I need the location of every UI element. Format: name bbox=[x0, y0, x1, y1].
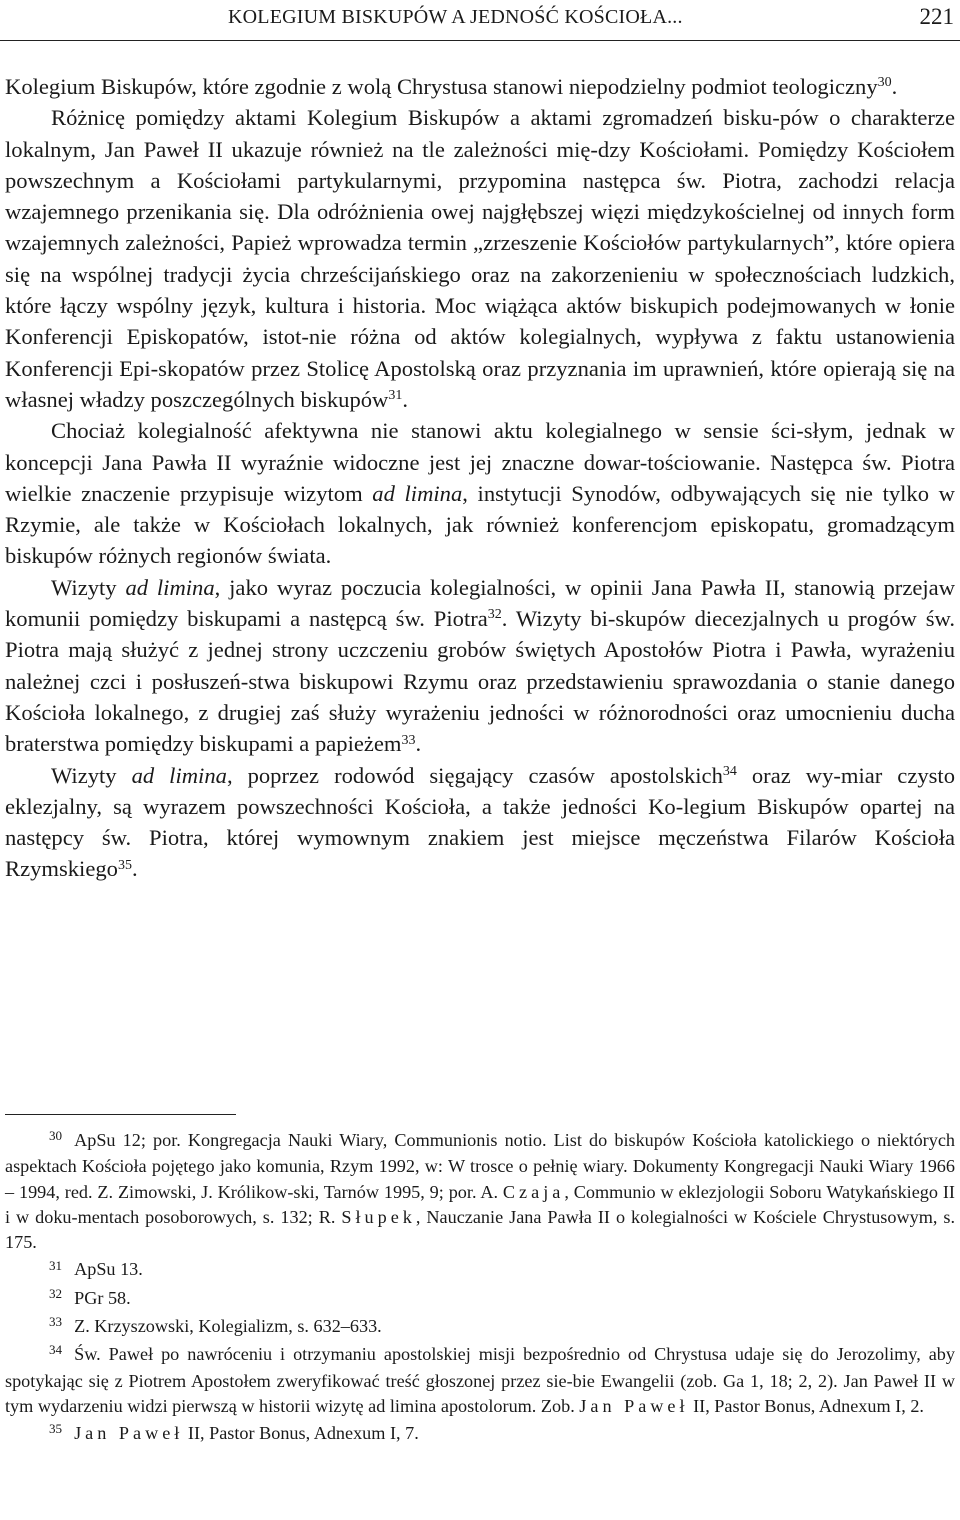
footnote-number: 32 bbox=[49, 1285, 63, 1301]
paragraph-2 bbox=[5, 102, 955, 415]
footnote-text: Św. Paweł po nawróceniu i otrzymaniu apostolskiej misji bezpośrednio od Chrystusa udaje się do Jerozolimy, aby spotykając się z Piotrem Apostołem zweryfikować treść głoszonej przez sie-bie Ewangelii (zob. Ga 1, 18; 2, 2). Jan Paweł II w tym wydarzeniu widzi pierwszą w historii wizytę ad limina apostolorum. Zob. bbox=[5, 1344, 955, 1416]
footnote-number: 33 bbox=[49, 1314, 63, 1330]
footnote-33 bbox=[5, 1314, 955, 1340]
paragraph-2-text: Różnicę pomiędzy aktami Kolegium Biskupów a aktami zgromadzeń bisku-pów o charakterze lokalnym, Jan Paweł II ukazuje również na tle zależności mię-dzy Kościołami. Pomiędzy Kościołem powszechnym a Kościołami partykularnymi, przypomina następca św. Piotra, zachodzi relacja wzajemnego przenikania się. Dla odróżnienia owej najgłębszej więzi międzykościelnej od innych form wzajemnych zależności, Papież wprowadza termin „zrzeszenie Kościołów partykularnych”, które opiera się na wspólnej tradycji życia chrześcijańskiego oraz na zakorzenieniu w społecznościach ludzkich, które łączy wspólny język, kultura i historia. Moc wiążąca aktów biskupich podejmowanych w łonie Konferencji Episkopatów, istot-nie różna od aktów kolegialnych, wypływa z faktu ustanowienia Konferencji Epi-skopatów przez Stolicę Apostolską oraz przyznania im uprawnień, które opierają się na własnej władzy poszczególnych biskupów bbox=[5, 105, 955, 412]
paragraph-1-end: . bbox=[891, 74, 898, 99]
footnote-author: Słupek bbox=[341, 1206, 416, 1227]
paragraph-4-text-c: . Wizyty bi-skupów diecezjalnych u progów św. Piotra mają służyć z jednej strony uczczeniu grobów świętych Apostołów Piotra i Pawła, wyrażeniu należnej czci i posłuszeń-stwa biskupowi Rzymu oraz przedstawieniu sprawozdania o stanie danego Kościoła lokalnego, z drugiej zaś służy wyrażeniu jedności w różnorodności oraz umocnieniu ducha braterstwa pomiędzy biskupami a papieżem bbox=[5, 606, 955, 757]
paragraph-3-text-a: Chociaż kolegialność afektywna nie stanowi aktu kolegialnego w sensie ści-słym, jednak w koncepcji Jana Pawła II wyraźnie widoczne jest jej znaczne dowar-tościowanie. Następca św. Piotra wielkie znaczenie przypisuje wizytom bbox=[5, 418, 955, 506]
footnote-divider bbox=[5, 1114, 236, 1115]
footnote-31 bbox=[5, 1257, 955, 1283]
paragraph-4-text-a: Wizyty bbox=[51, 574, 126, 600]
footnote-text: II, Pastor Bonus, Adnexum I, 7. bbox=[183, 1423, 419, 1444]
footnotes bbox=[5, 1128, 955, 1450]
footnote-ref-32[interactable]: 32 bbox=[487, 607, 502, 623]
paragraph-3-text-b: , instytucji Synodów, odbywających się nie tylko w Rzymie, ale także w Kościołach lokalnych, jak również konferencjom episkopatu, gromadzącym biskupów różnych regionów świata. bbox=[5, 480, 955, 569]
paragraph-5-text-a: Wizyty bbox=[51, 762, 132, 788]
paragraph-2-end: . bbox=[402, 386, 409, 412]
running-head bbox=[0, 0, 960, 41]
footnote-ref-34[interactable]: 34 bbox=[722, 763, 737, 779]
running-head-title: KOLEGIUM BISKUPÓW A JEDNOŚĆ KOŚCIOŁA... bbox=[228, 6, 683, 28]
paragraph-5-end: . bbox=[131, 856, 138, 882]
paragraph-1 bbox=[5, 71, 955, 102]
footnote-text: PGr 58. bbox=[74, 1287, 131, 1308]
footnote-number: 34 bbox=[49, 1342, 63, 1358]
paragraph-3 bbox=[5, 415, 955, 571]
paragraph-4-italic: ad limina bbox=[125, 574, 215, 600]
paragraph-3-italic: ad limina bbox=[372, 480, 463, 506]
footnote-text: II, Pastor Bonus, Adnexum I, 2. bbox=[688, 1395, 924, 1416]
page-number: 221 bbox=[919, 4, 954, 29]
footnote-author: Jan Paweł bbox=[74, 1423, 184, 1444]
footnote-author: Jan Paweł bbox=[579, 1395, 689, 1416]
footnote-text: , Communio w eklezjologii Soboru Watykańskiego II i w doku-mentach posoborowych, s. 132; R. bbox=[5, 1181, 955, 1227]
footnote-30 bbox=[5, 1128, 955, 1255]
footnote-number: 31 bbox=[49, 1257, 63, 1273]
paragraph-4-end: . bbox=[415, 731, 422, 757]
paragraph-1-text: Kolegium Biskupów, które zgodnie z wolą Chrystusa stanowi niepodzielny podmiot teologiczny bbox=[5, 74, 878, 99]
main-text bbox=[5, 71, 955, 885]
footnote-text: ApSu 12; por. Kongregacja Nauki Wiary, Communionis notio. List do biskupów Kościoła katolickiego o niektórych aspektach Kościoła pojętego jako komunia, Rzym 1992, w: W trosce o pełnię wiary. Dokumenty Kongregacji Nauki Wiary 1966 – 1994, red. Z. Zimowski, J. Królikow-ski, Tarnów 1995, 9; por. A. bbox=[5, 1130, 955, 1202]
footnote-ref-33[interactable]: 33 bbox=[401, 732, 416, 748]
footnote-35 bbox=[5, 1421, 955, 1447]
footnote-ref-30[interactable]: 30 bbox=[877, 75, 892, 91]
footnote-text: ApSu 13. bbox=[74, 1259, 143, 1280]
footnote-text: Z. Krzyszowski, Kolegializm, s. 632–633. bbox=[74, 1316, 382, 1337]
footnote-number: 35 bbox=[49, 1421, 63, 1437]
footnote-34 bbox=[5, 1342, 955, 1419]
footnote-author: Czaja bbox=[502, 1181, 565, 1202]
paragraph-4-text-b: , jako wyraz poczucia kolegialności, w opinii Jana Pawła II, stanowią przejaw komunii pomiędzy biskupami a następcą św. Piotra bbox=[5, 574, 956, 632]
footnote-ref-35[interactable]: 35 bbox=[117, 857, 132, 873]
footnote-ref-31[interactable]: 31 bbox=[388, 388, 403, 404]
paragraph-5-text-c: oraz wy-miar czysto eklezjalny, są wyrazem powszechności Kościoła, a także jedności Ko-legium Biskupów opartej na następcy św. Piotra, której wymownym znakiem jest miejsce męczeństwa Filarów Kościoła Rzymskiego bbox=[5, 762, 956, 882]
paragraph-5-italic: ad limina bbox=[131, 762, 227, 788]
paragraph-5-text-b: , poprzez rodowód sięgający czasów apostolskich bbox=[226, 762, 723, 788]
footnote-32 bbox=[5, 1286, 955, 1312]
paragraph-4 bbox=[5, 572, 955, 760]
paragraph-5 bbox=[5, 760, 955, 885]
footnote-number: 30 bbox=[49, 1128, 63, 1144]
footnote-text: , Nauczanie Jana Pawła II o kolegialności w Kościele Chrystusowym, s. 175. bbox=[5, 1206, 955, 1253]
